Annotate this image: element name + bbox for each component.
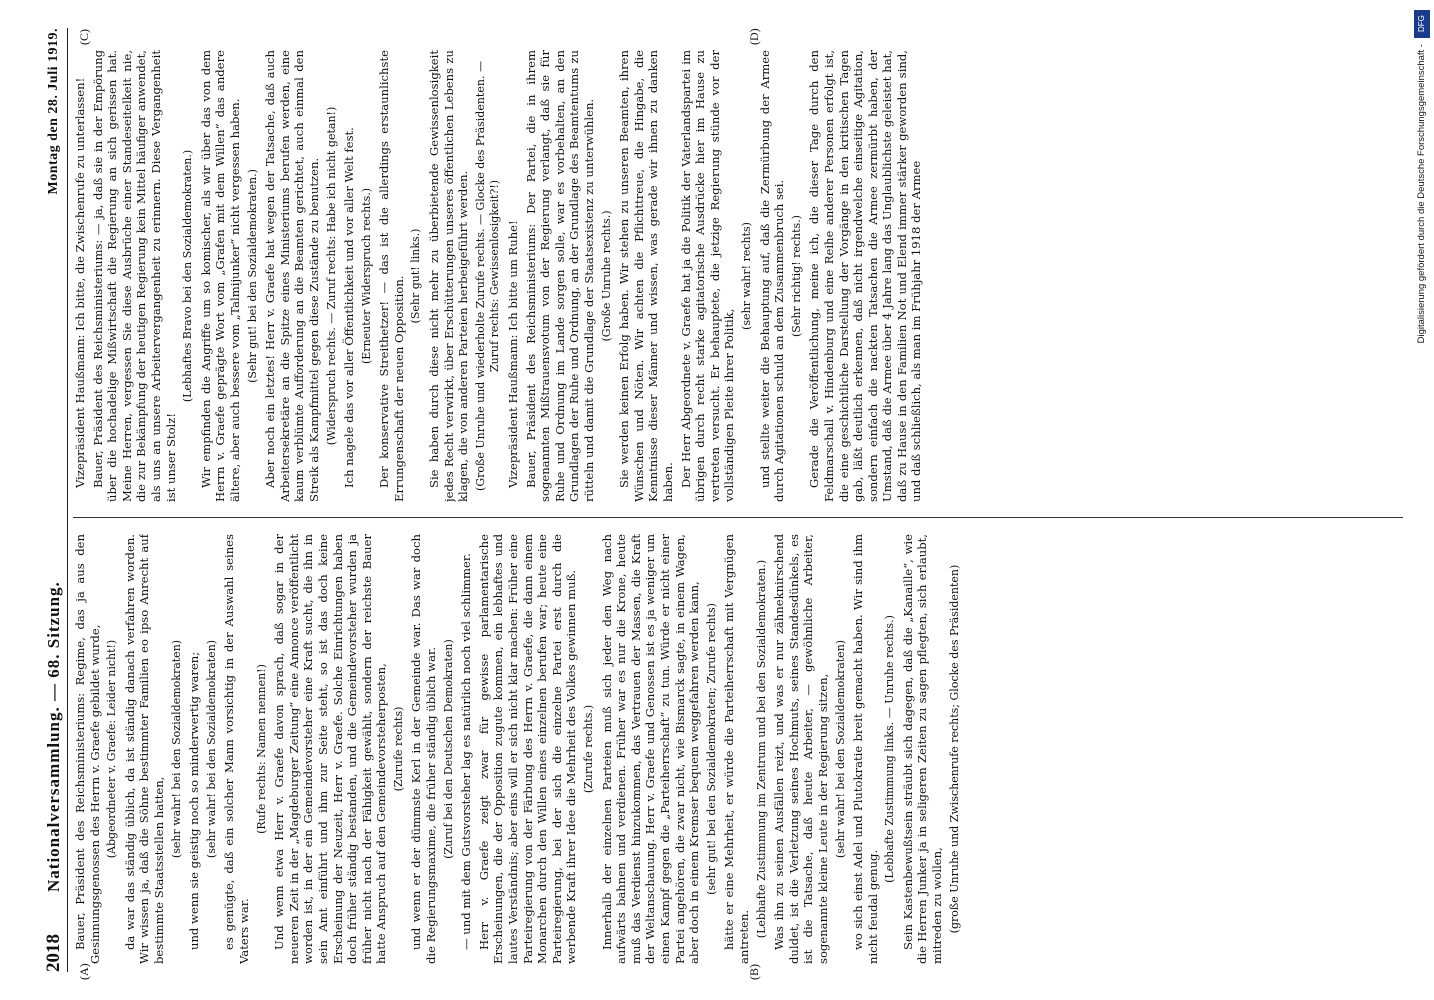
stage-direction: (sehr wahr! bei den Sozialdemokraten) [833, 639, 847, 859]
rotated-page-container [27, 20, 1407, 980]
stage-direction: (Widerspruch rechts. — Zuruf rechts: Habe ich nicht getan!) [324, 106, 338, 446]
speech-paragraph: da war das ständig üblich, da ist ständig danach verfahren worden. Wir wissen ja, daß die Söhne bestimmter Familien eo ipso Anrecht auf bestimmte Staatsstellen hatten, [122, 534, 166, 964]
speech-paragraph: und wenn er der dümmste Kerl in der Gemeinde war. Das war doch die Regierungsmaxime, die früher ständig üblich war. [409, 534, 439, 964]
speech-paragraph: — und mit dem Gutsvorsteher lag es natürlich noch viel schlimmer. [459, 553, 474, 950]
speech-paragraph: Bauer, Präsident des Reichsministeriums: Regime, das ja aus den Gesinnungsgenossen des Herrn v. Graefe gebildet wurde, [73, 534, 102, 964]
stage-direction: (Zuruf bei den Deutschen Demokraten) [441, 639, 455, 859]
speech-paragraph: Herr v. Graefe zeigt zwar für gewisse parlamentarische Erscheinungen, die der Opposition zugute kommen, ein lebhaftes und lautes Verständnis; aber eins will er sich nicht klar machen: Früher eine Parteiregierung von der Färbung des Herrn v. Graefe, die dann einem Monarchen durch den Willen eines einzelnen berufen war; heute eine Parteiregierung, bei der sich die einzelne Partei erst durch die werbende Kraft ihrer Idee die Mehrheit des Volkes gewinnen muß. [476, 534, 579, 964]
stage-direction: (Erneuter Widerspruch rechts.) [359, 187, 373, 365]
speech-paragraph: Sie werden keinen Erfolg haben. Wir stehen zu unseren Beamten, ihren Wünschen und Nöten. Wir achten die Pflichttreue, die Hingabe, die Kenntnisse dieser Männer und wissen, was gerade wir ihnen zu danken haben. [617, 50, 675, 502]
speech-paragraph: Aber noch ein letztes! Herr v. Graefe hat wegen der Tatsache, daß auch Arbeitersekretäre an die Spitze eines Ministeriums berufen werden, eine kaum verblümte Aufforderung an die Beamten gerichtet, auch einmal den Streik als Kampfmittel gegen diese Zustände zu benutzen. [263, 50, 321, 502]
margin-mark-d: (D) [747, 28, 761, 45]
stage-direction: (Sehr gut! bei den Sozialdemokraten.) [245, 169, 259, 383]
speech-paragraph: Ich nagele das vor aller Öffentlichkeit und vor aller Welt fest. [342, 127, 357, 488]
text-column-right [73, 50, 1397, 502]
stage-direction: (große Unruhe und Zwischenrufe rechts; Glocke des Präsidenten) [947, 564, 961, 934]
speech-paragraph: hätte er eine Mehrheit, er würde die Parteiherrschaft mit Vergnügen antreten. [722, 534, 751, 964]
stage-direction: (sehr wahr! bei den Sozialdemokraten) [204, 639, 218, 859]
speech-paragraph: wo sich einst Adel und Plutokratie breit gemacht haben. Wir sind ihm nicht feudal genug. [851, 534, 880, 964]
speech-paragraph: Bauer, Präsident des Reichsministeriums: — ja, daß sie in der Empörung über die hochadelige Mißwirtschaft die Regierung an sich gerissen hat. Meine Herren, vergessen Sie diese Ausbrüche einer Standeseitelkeit nie, die zur Bekämpfung der heutigen Regierung kein Mittel häufiger anwendet, als uns an unsere Arbeitervergangenheit zu erinnern. Diese Vergangenheit ist unser Stolz! [90, 50, 178, 502]
stage-direction: (Zurufe rechts.) [582, 704, 595, 794]
margin-mark-a: (A) [77, 963, 91, 980]
text-column-left [73, 534, 1397, 964]
speech-paragraph: Sein Kastenbewußtsein sträubt sich dagegen, daß die „Kanaille“, wie die Herren Junker ja in seligeren Zeiten zu sagen pflegten, sich erlaubt, mitreden zu wollen, [900, 534, 945, 964]
stage-direction: (Sehr gut! links.) [409, 228, 423, 324]
speech-paragraph: Vizepräsident Haußmann: Ich bitte, die Zwischenrufe zu unterlassen! [73, 77, 87, 488]
stage-direction: (Lebhaftes Bravo bei den Sozialdemokraten.) [181, 149, 195, 403]
speech-paragraph: Wir empfinden die Angriffe um so komischer, als wir über das von dem Herrn v. Graefe geprägte Wort vom „Grafen mit dem Willen“ das andere ältere, aber auch bessere vom „Talmijunker“ nicht vergessen haben. [198, 50, 242, 502]
column-divider [73, 517, 1403, 518]
stage-direction: (sehr wahr! bei den Sozialdemokraten) [169, 639, 183, 859]
stage-direction: (Lebhafte Zustimmung links. — Unruhe rechts.) [883, 615, 897, 883]
speech-paragraph: Gerade die Veröffentlichung, meine ich, die dieser Tage durch den Feldmarschall v. Hindenburg und eine Reihe anderer Personen erfolgt ist, die eine geschichtliche Darstellung der Vorgänge in den kritischen Tagen gab, läßt deutlich erkennen, daß nicht irgendwelche einseitige Agitation, sondern einfach die nackten Tatsachen die Armee zermürbt haben, der Umstand, daß die Armee über 4 Jahre lang das Unglaublichste geleistet hat, daß zu Hause in den Familien Not und Elend immer stärker geworden sind, und daß schließlich, als man im Frühjahr 1918 der Armee [807, 50, 924, 502]
stage-direction: (Zurufe rechts) [391, 706, 405, 792]
speech-paragraph: Bauer, Präsident des Reichsministeriums: Der Partei, die in ihrem sogenannten Mißtrauensvotum von der Regierung verlangt, daß sie für Ruhe und Ordnung im Lande sorgen solle, war es vorbehalten, an den Grundlagen der Ruhe und Ordnung, an der Grundlage des Beamtentums zu rütteln und damit die Grundlage der Staatsexistenz zu unterwühlen. [523, 50, 596, 502]
speech-paragraph: Vizepräsident Haußmann: Ich bitte um Ruhe! [506, 220, 521, 488]
stage-direction: (Große Unruhe und wiederholte Zurufe rechts. — Glocke des Präsidenten. — Zuruf rechts: Gewissenlosigkeit?!) [473, 61, 502, 491]
stage-direction: (sehr wahr! rechts) [739, 222, 753, 330]
speech-paragraph: Der Herr Abgeordnete v. Graefe hat ja die Politik der Vaterlandspartei im übrigen durch recht starke agitatorische Ausdrücke hier im Hause zu vertreten versucht. Er behauptete, die jetzige Regierung stünde vor der vollständigen Pleite ihrer Politik, [678, 50, 737, 502]
speech-paragraph: Innerhalb der einzelnen Parteien muß sich jeder den Weg nach aufwärts bahnen und verdienen. Früher war es nur die Krone, heute muß das Verdienst hinzukommen, das Vertrauen der Massen, die Kraft der Weltanschauung. Herr v. Graefe und Genossen ist es ja weniger um einen Kampf gegen die „Parteiherrschaft“ zu tun. Würde er nicht einer Partei angehören, die zwar nicht, wie Bismarck sagte, in einem Wagen, aber doch in einem Kremser bequem weggefahren werden kann, [599, 534, 702, 964]
stage-direction: (Sehr richtig! rechts.) [789, 215, 803, 337]
stage-direction: (Lebhafte Zustimmung im Zentrum und bei den Sozialdemokraten.) [754, 559, 768, 939]
margin-mark-c: (C) [77, 29, 91, 45]
speech-paragraph: es genügte, daß ein solcher Mann vorsichtig in der Auswahl seines Vaters war. [222, 534, 251, 964]
speech-paragraph: Und wenn etwa Herr v. Graefe davon sprach, daß sogar in der neueren Zeit in der „Magdeburger Zeitung“ eine Annonce veröffentlicht worden ist, in der ein Gemeindevorsteher eine Kraft sucht, die ihn in sein Amt einführt und ihm zur Seite steht, so ist das doch keine Erscheinung der Neuzeit, Herr v. Graefe. Solche Einrichtungen haben doch früher ständig bestanden, und die Gemeindevorsteher wurden ja früher nicht nach der Fähigkeit gewählt, sondern der reichste Bauer hatte Anspruch auf den Gemeindevorsteherposten, [272, 534, 389, 964]
page-title: Nationalversammlung. — 68. Sitzung. [44, 581, 63, 892]
speech-paragraph: Der konservative Streithetzer! — das ist die allerdings erstaunlichste Errungenschaft der neuen Opposition. [377, 50, 406, 502]
side-strip [1412, 10, 1432, 990]
speech-paragraph: Sie haben durch diese nicht mehr zu überbietende Gewissenlosigkeit jedes Recht verwirkt, über Erschütterungen unseres öffentlichen Lebens zu klagen, die von anderen Parteien herbeigeführt werden. [427, 50, 471, 502]
stage-direction: (Große Unruhe rechts.) [599, 210, 613, 342]
margin-mark-b: (B) [747, 964, 761, 980]
stage-direction: (sehr gut! bei den Sozialdemokraten; Zurufe rechts) [704, 603, 718, 895]
page-number: 2018 [43, 934, 64, 972]
stage-direction: (Rufe rechts: Namen nennen!) [254, 664, 268, 834]
speech-paragraph: Was ihn zu seinen Ausfällen reizt, und was er nur zähneknirschend duldet, ist die Verletzung seines Hochmuts, seines Standesdünkels, es ist die Tatsache, daß heute Arbeiter, — gewöhnliche Arbeiter, sogenannte kleine Leute in der Regierung sitzen, [772, 534, 830, 964]
document-page [27, 20, 1407, 980]
stage-direction: (Abgeordneter v. Graefe: Leider nicht!) [105, 639, 119, 859]
speech-paragraph: und stellte weiter die Behauptung auf, daß die Zermürbung der Armee durch Agitationen schuld an dem Zusammenbruch sei. [757, 50, 787, 502]
page-date: Montag den 28. Juli 1919. [46, 28, 61, 195]
digitization-credit: Digitalisierung gefördert durch die Deutsche Forschungsgemeinschaft - [1416, 44, 1427, 344]
speech-paragraph: und wenn sie geistig noch so minderwertig waren; [187, 651, 202, 950]
dfg-badge: DFG [1414, 10, 1430, 38]
page-header [41, 28, 68, 972]
